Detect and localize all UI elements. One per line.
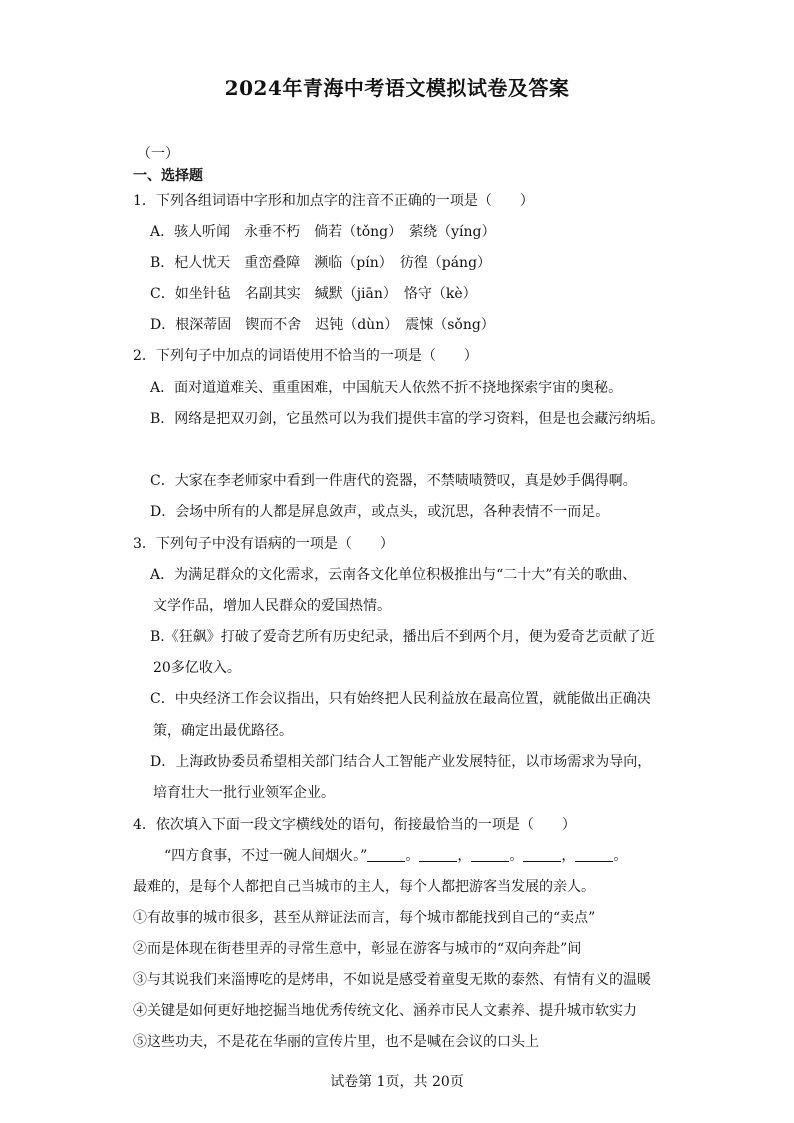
question-3-option-d-cont: 培育壮大一批行业领军企业。 [153,785,335,801]
question-3-option-d: D．上海政协委员希望相关部门结合人工智能产业发展特征，以市场需求为导向， [150,754,652,770]
question-4-item-4: ④关键是如何更好地挖掘当地优秀传统文化、涵养市民人文素养、提升城市软实力 [133,1003,637,1019]
question-4-item-1: ①有故事的城市很多，甚至从辩证法而言，每个城市都能找到自己的“卖点” [133,910,596,926]
answer-blank[interactable] [419,847,457,862]
answer-blank[interactable] [523,847,561,862]
question-1-stem: 1．下列各组词语中字形和加点字的注音不正确的一项是（ ） [133,193,534,209]
page-footer: 试卷第 1页，共 20页 [330,1074,464,1090]
answer-blank[interactable] [367,847,405,862]
question-3-option-c-cont: 策，确定出最优路径。 [153,723,293,739]
question-2-stem: 2．下列句子中加点的词语使用不恰当的一项是（ ） [133,348,478,364]
passage-punct: 。 [405,848,420,864]
question-4-item-2: ②而是体现在街巷里弄的寻常生意中，彰显在游客与城市的“双向奔赴”间 [133,941,582,957]
question-4-item-5: ⑤这些功夫，不是花在华丽的宣传片里，也不是喊在会议的口头上 [133,1034,539,1050]
question-2-option-d: D．会场中所有的人都是屏息敛声，或点头，或沉思，各种表情不一而足。 [150,504,610,520]
question-3-option-b-cont: 20多亿收入。 [153,660,241,676]
passage-punct: ， [561,848,576,864]
passage-punct: 。 [613,848,628,864]
answer-blank[interactable] [471,847,509,862]
answer-blank[interactable] [575,847,613,862]
question-1-option-a: A．骇人听闻 永垂不朽 倘若（tǒng） 萦绕（yíng） [150,224,496,240]
question-1-option-b: B．杞人忧天 重峦叠障 濒临（pín） 彷徨（páng） [150,255,492,271]
question-2-option-b: B．网络是把双刃剑，它虽然可以为我们提供丰富的学习资料，但是也会藏污纳垢。 [150,411,665,427]
section-number: （一） [137,146,179,162]
question-2-option-a: A．面对道道难关、重重困难，中国航天人依然不折不挠地探索宇宙的奥秘。 [150,380,623,396]
question-1-option-d: D．根深蒂固 锲而不舍 迟钝（dùn） 震悚（sǒng） [150,317,495,333]
question-4-stem: 4．依次填入下面一段文字横线处的语句，衔接最恰当的一项是（ ） [133,817,576,833]
question-4-passage [164,846,627,866]
question-3-option-a-cont: 文学作品，增加人民群众的爱国热情。 [153,598,391,614]
question-3-option-c: C．中央经济工作会议指出，只有始终把人民利益放在最高位置，就能做出正确决 [150,691,651,707]
question-1-option-c: C．如坐针毡 名副其实 缄默（jiān） 恪守（kè） [150,286,477,302]
page-title: 2024年青海中考语文模拟试卷及答案 [224,76,570,100]
question-4-passage-cont: 最难的，是每个人都把自己当城市的主人，每个人都把游客当发展的亲人。 [133,879,595,895]
passage-quote: “四方食事，不过一碗人间烟火。” [164,848,368,864]
question-4-item-3: ③与其说我们来淄博吃的是烤串，不如说是感受着童叟无欺的泰然、有情有义的温暖 [133,972,651,988]
passage-punct: ， [457,848,472,864]
passage-punct: 。 [509,848,524,864]
question-3-stem: 3．下列句子中没有语病的一项是（ ） [133,536,394,552]
section-title: 一、选择题 [133,168,203,184]
question-3-option-a: A．为满足群众的文化需求，云南各文化单位积极推出与“二十大”有关的歌曲、 [150,567,637,583]
question-3-option-b: B.《狂飙》打破了爱奇艺所有历史纪录，播出后不到两个月，便为爱奇艺贡献了近 [150,629,655,645]
question-2-option-c: C．大家在李老师家中看到一件唐代的瓷器，不禁啧啧赞叹，真是妙手偶得啊。 [150,473,637,489]
